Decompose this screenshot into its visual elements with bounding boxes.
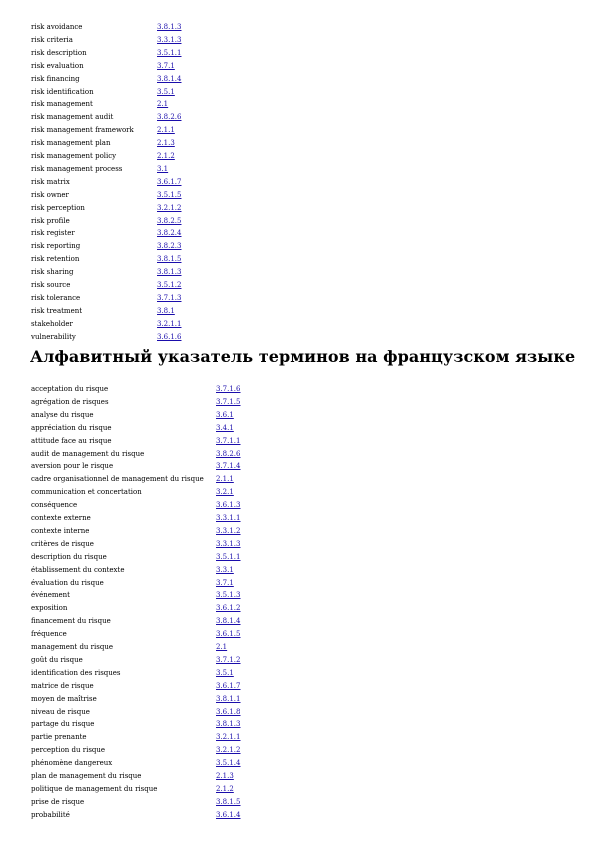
index-ref-link[interactable]: 3.2.1.1 [216, 733, 241, 742]
index-term: identification des risques [31, 668, 121, 677]
index-ref-link[interactable]: 3.5.1.5 [157, 190, 182, 199]
index-ref-link[interactable]: 3.7.1.3 [157, 293, 182, 302]
index-term: événement [31, 591, 70, 600]
index-term: conséquence [31, 501, 78, 510]
index-ref-link[interactable]: 3.5.1.4 [216, 759, 241, 768]
index-ref-link[interactable]: 3.2.1.2 [216, 746, 241, 755]
index-term: appréciation du risque [31, 423, 112, 432]
index-ref-link[interactable]: 2.1.1 [216, 475, 234, 484]
index-ref-link[interactable]: 3.8.1.4 [216, 617, 241, 626]
index-term: risk management policy [31, 152, 117, 160]
index-term: risk tolerance [31, 293, 81, 302]
index-ref-link[interactable]: 3.8.2.6 [216, 449, 241, 458]
index-term: critères de risque [31, 539, 94, 548]
index-ref-link[interactable]: 3.8.2.4 [157, 229, 182, 238]
index-ref-link[interactable]: 3.4.1 [216, 423, 234, 432]
index-term: établissement du contexte [31, 565, 125, 574]
index-ref-link[interactable]: 3.3.1 [216, 565, 234, 574]
index-term: risk sharing [31, 268, 74, 277]
index-ref-link[interactable]: 3.3.1.3 [157, 35, 182, 44]
index-ref-link[interactable]: 3.2.1 [216, 488, 234, 497]
index-ref-link[interactable]: 3.5.1.1 [157, 48, 182, 57]
index-ref-link[interactable]: 3.8.2.3 [157, 242, 182, 251]
index-ref-link[interactable]: 2.1.2 [216, 784, 234, 793]
index-ref-link[interactable]: 3.2.1.2 [157, 203, 182, 212]
index-ref-link[interactable]: 3.7.1 [157, 61, 175, 70]
index-term: probabilité [31, 810, 70, 819]
index-term: partie prenante [31, 733, 87, 742]
index-term: risk identification [31, 87, 94, 96]
index-ref-link[interactable]: 3.8.1.4 [157, 74, 182, 83]
index-term: attitude face au risque [31, 436, 112, 445]
index-term: risk criteria [31, 35, 73, 44]
index-term: risk perception [31, 203, 85, 212]
index-ref-link[interactable]: 3.1 [157, 164, 169, 173]
index-term: contexte externe [31, 514, 91, 522]
index-term: risk description [31, 48, 87, 57]
index-term: évaluation du risque [31, 578, 104, 587]
index-ref-link[interactable]: 3.3.1.2 [216, 526, 241, 535]
index-ref-link[interactable]: 3.3.1.3 [216, 539, 241, 548]
index-ref-link[interactable]: 3.7.1 [216, 578, 234, 587]
index-term: communication et concertation [31, 488, 142, 497]
index-ref-link[interactable]: 3.8.1.5 [216, 797, 241, 806]
index-ref-link[interactable]: 3.8.2.6 [157, 113, 182, 122]
index-ref-link[interactable]: 3.6.1 [216, 410, 234, 419]
index-term: niveau de risque [31, 707, 90, 716]
index-term: exposition [31, 604, 68, 613]
index-ref-link[interactable]: 3.8.1.3 [157, 23, 182, 31]
index-term: fréquence [31, 630, 67, 639]
index-ref-link[interactable]: 3.3.1.1 [216, 514, 241, 522]
index-term: plan de management du risque [31, 772, 142, 780]
index-term: risk register [31, 229, 75, 238]
index-term: risk management [31, 100, 93, 109]
index-ref-link[interactable]: 3.6.1.2 [216, 604, 241, 613]
index-ref-link[interactable]: 3.6.1.5 [216, 630, 241, 639]
index-term: cadre organisationnel de management du risque [31, 475, 204, 484]
index-ref-link[interactable]: 2.1.3 [216, 772, 234, 780]
french-index-heading: Алфавитный указатель терминов на французском языке [30, 347, 576, 366]
index-ref-link[interactable]: 3.8.1.3 [216, 720, 241, 729]
index-term: moyen de maîtrise [31, 694, 97, 703]
index-term: goût du risque [31, 655, 83, 664]
index-term: risk management audit [31, 113, 114, 122]
index-ref-link[interactable]: 2.1.2 [157, 152, 175, 160]
index-term: risk evaluation [31, 61, 84, 70]
index-ref-link[interactable]: 3.8.1.3 [157, 268, 182, 277]
index-term: matrice de risque [31, 681, 94, 690]
index-term: risk matrix [31, 177, 70, 186]
index-ref-link[interactable]: 3.7.1.5 [216, 397, 241, 406]
index-term: perception du risque [31, 746, 106, 755]
index-ref-link[interactable]: 2.1.3 [157, 139, 175, 148]
index-ref-link[interactable]: 3.6.1.8 [216, 707, 241, 716]
index-ref-link[interactable]: 3.6.1.7 [157, 177, 182, 186]
index-term: partage du risque [31, 720, 95, 729]
index-term: risk treatment [31, 306, 83, 315]
index-term: risk management process [31, 164, 123, 173]
index-ref-link[interactable]: 3.6.1.6 [157, 332, 182, 341]
index-ref-link[interactable]: 3.8.1.5 [157, 255, 182, 264]
index-term: prise de risque [31, 797, 85, 806]
index-term: audit de management du risque [31, 449, 145, 458]
index-term: risk financing [31, 74, 80, 83]
index-ref-link[interactable]: 3.7.1.6 [216, 385, 241, 393]
index-ref-link[interactable]: 3.6.1.3 [216, 501, 241, 510]
index-term: aversion pour le risque [31, 462, 114, 471]
index-ref-link[interactable]: 3.6.1.4 [216, 810, 241, 819]
index-term: analyse du risque [31, 410, 94, 419]
index-ref-link[interactable]: 3.5.1.2 [157, 281, 182, 289]
index-term: stakeholder [31, 319, 73, 328]
index-ref-link[interactable]: 3.7.1.4 [216, 462, 241, 471]
index-term: phénomène dangereux [31, 759, 113, 768]
index-ref-link[interactable]: 2.1.1 [157, 126, 175, 135]
index-term: acceptation du risque [31, 385, 109, 393]
index-ref-link[interactable]: 3.5.1.3 [216, 591, 241, 600]
index-ref-link[interactable]: 3.7.1.1 [216, 436, 241, 445]
index-term: description du risque [31, 552, 107, 561]
index-ref-link[interactable]: 3.5.1 [216, 668, 234, 677]
index-term: agrégation de risques [31, 397, 109, 406]
index-term: risk management framework [31, 126, 134, 135]
index-ref-link[interactable]: 3.2.1.1 [157, 319, 182, 328]
index-term: risk reporting [31, 242, 81, 251]
index-ref-link[interactable]: 3.8.1 [157, 306, 175, 315]
index-term: politique de management du risque [31, 784, 158, 793]
index-ref-link[interactable]: 2.1 [157, 100, 169, 109]
index-ref-link[interactable]: 2.1 [216, 643, 228, 651]
index-term: risk management plan [31, 139, 111, 148]
index-term: risk avoidance [31, 23, 83, 31]
index-term: management du risque [31, 643, 113, 651]
index-ref-link[interactable]: 3.5.1 [157, 87, 175, 96]
index-ref-link[interactable]: 3.5.1.1 [216, 552, 241, 561]
index-ref-link[interactable]: 3.8.1.1 [216, 694, 241, 703]
index-term: risk owner [31, 190, 69, 199]
index-term: risk source [31, 281, 71, 289]
index-term: contexte interne [31, 526, 90, 535]
index-ref-link[interactable]: 3.8.2.5 [157, 216, 182, 225]
index-term: vulnerability [31, 332, 76, 341]
index-ref-link[interactable]: 3.6.1.7 [216, 681, 241, 690]
index-ref-link[interactable]: 3.7.1.2 [216, 655, 241, 664]
index-term: financement du risque [31, 617, 111, 626]
index-term: risk profile [31, 216, 70, 225]
index-term: risk retention [31, 255, 80, 264]
